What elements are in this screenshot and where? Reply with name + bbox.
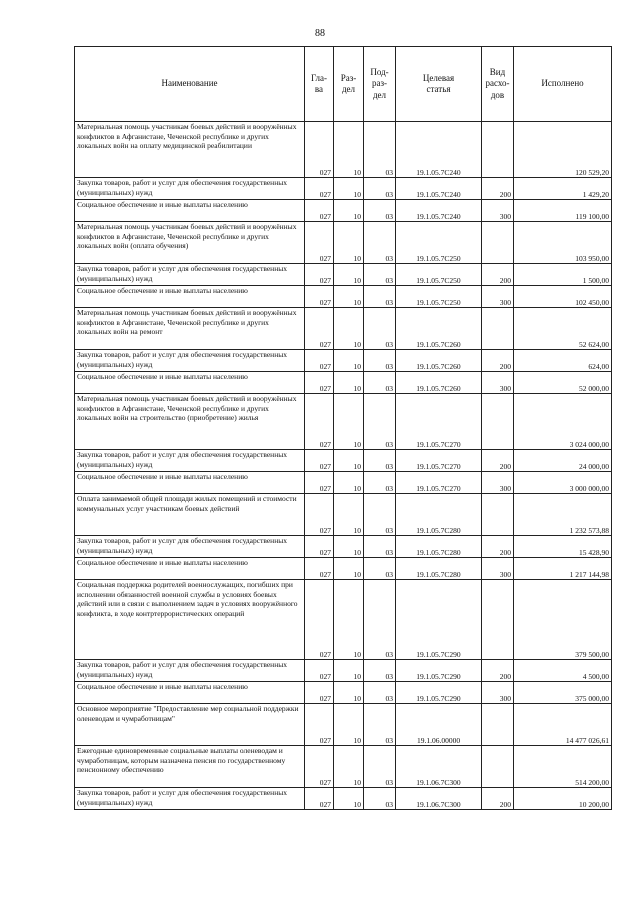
- row-subsection: 03: [364, 286, 396, 308]
- row-executed: 624,00: [514, 350, 612, 372]
- row-executed: 15 428,90: [514, 536, 612, 558]
- row-target: 19.1.05.7С290: [396, 682, 482, 704]
- row-name: Закупка товаров, работ и услуг для обеспечения государственных (муниципальных) нужд: [75, 264, 305, 286]
- row-subsection: 03: [364, 704, 396, 746]
- row-expense-type: [482, 122, 514, 178]
- row-expense-type: [482, 746, 514, 788]
- row-name: Материальная помощь участникам боевых действий и вооружённых конфликтов в Афганистане, Чеченской республике и других локальных войн на ремонт: [75, 308, 305, 350]
- row-chapter: 027: [305, 122, 334, 178]
- row-target: 19.1.05.7С260: [396, 350, 482, 372]
- row-executed: 10 200,00: [514, 788, 612, 810]
- row-section: 10: [334, 122, 364, 178]
- row-subsection: 03: [364, 660, 396, 682]
- row-expense-type: [482, 308, 514, 350]
- table-row: [75, 122, 612, 178]
- row-expense-type: 200: [482, 788, 514, 810]
- row-name: Закупка товаров, работ и услуг для обеспечения государственных (муниципальных) нужд: [75, 788, 305, 810]
- row-executed: 3 024 000,00: [514, 394, 612, 450]
- row-section: 10: [334, 178, 364, 200]
- row-executed: 514 200,00: [514, 746, 612, 788]
- row-name: Материальная помощь участникам боевых действий и вооружённых конфликтов в Афганистане, Чеченской республике и других локальных войн на оплату медицинской реабилитации: [75, 122, 305, 178]
- row-chapter: 027: [305, 450, 334, 472]
- row-expense-type: 200: [482, 450, 514, 472]
- row-chapter: 027: [305, 472, 334, 494]
- row-target: 19.1.05.7С270: [396, 472, 482, 494]
- row-expense-type: [482, 494, 514, 536]
- row-chapter: 027: [305, 286, 334, 308]
- row-subsection: 03: [364, 122, 396, 178]
- table-row: [75, 704, 612, 746]
- row-chapter: 027: [305, 494, 334, 536]
- table-row: [75, 472, 612, 494]
- row-chapter: 027: [305, 222, 334, 264]
- row-subsection: 03: [364, 178, 396, 200]
- row-section: 10: [334, 450, 364, 472]
- row-subsection: 03: [364, 222, 396, 264]
- row-executed: 120 529,20: [514, 122, 612, 178]
- row-executed: 1 429,20: [514, 178, 612, 200]
- row-name: Закупка товаров, работ и услуг для обеспечения государственных (муниципальных) нужд: [75, 450, 305, 472]
- row-section: 10: [334, 494, 364, 536]
- row-subsection: 03: [364, 350, 396, 372]
- row-section: 10: [334, 222, 364, 264]
- budget-table: [74, 46, 612, 810]
- table-row: [75, 264, 612, 286]
- table-row: [75, 350, 612, 372]
- row-subsection: 03: [364, 372, 396, 394]
- row-subsection: 03: [364, 580, 396, 660]
- row-name: Основное мероприятие "Предоставление мер социальной поддержки оленеводам и чумработницам": [75, 704, 305, 746]
- row-expense-type: 300: [482, 558, 514, 580]
- row-subsection: 03: [364, 682, 396, 704]
- row-target: 19.1.05.7С280: [396, 558, 482, 580]
- header-expense-type: Вид расхо- дов: [482, 47, 514, 122]
- row-chapter: 027: [305, 704, 334, 746]
- row-name: Материальная помощь участникам боевых действий и вооружённых конфликтов в Афганистане, Чеченской республике и других локальных войн (оплата обучения): [75, 222, 305, 264]
- row-section: 10: [334, 558, 364, 580]
- row-subsection: 03: [364, 264, 396, 286]
- row-chapter: 027: [305, 200, 334, 222]
- row-expense-type: 200: [482, 178, 514, 200]
- row-target: 19.1.06.7С300: [396, 746, 482, 788]
- row-section: 10: [334, 682, 364, 704]
- row-executed: 119 100,00: [514, 200, 612, 222]
- table-row: [75, 788, 612, 810]
- table-row: [75, 580, 612, 660]
- row-subsection: 03: [364, 394, 396, 450]
- row-section: 10: [334, 704, 364, 746]
- header-chapter: Гла- ва: [305, 47, 334, 122]
- row-subsection: 03: [364, 558, 396, 580]
- row-subsection: 03: [364, 536, 396, 558]
- table-header-row: [75, 47, 612, 122]
- row-name: Социальное обеспечение и иные выплаты населению: [75, 200, 305, 222]
- row-executed: 52 624,00: [514, 308, 612, 350]
- row-section: 10: [334, 394, 364, 450]
- row-section: 10: [334, 788, 364, 810]
- row-section: 10: [334, 372, 364, 394]
- row-section: 10: [334, 580, 364, 660]
- row-section: 10: [334, 472, 364, 494]
- row-subsection: 03: [364, 494, 396, 536]
- table-row: [75, 746, 612, 788]
- page-number: 88: [315, 28, 325, 39]
- row-executed: 4 500,00: [514, 660, 612, 682]
- row-name: Социальное обеспечение и иные выплаты населению: [75, 682, 305, 704]
- row-target: 19.1.05.7С260: [396, 372, 482, 394]
- row-expense-type: 200: [482, 660, 514, 682]
- row-subsection: 03: [364, 746, 396, 788]
- row-expense-type: 200: [482, 536, 514, 558]
- table-row: [75, 178, 612, 200]
- row-section: 10: [334, 746, 364, 788]
- row-expense-type: [482, 580, 514, 660]
- table-row: [75, 494, 612, 536]
- header-section: Раз- дел: [334, 47, 364, 122]
- row-chapter: 027: [305, 660, 334, 682]
- row-expense-type: 300: [482, 472, 514, 494]
- row-target: 19.1.05.7С240: [396, 178, 482, 200]
- row-target: 19.1.05.7С280: [396, 536, 482, 558]
- row-subsection: 03: [364, 450, 396, 472]
- row-expense-type: [482, 394, 514, 450]
- row-target: 19.1.05.7С250: [396, 286, 482, 308]
- row-name: Социальное обеспечение и иные выплаты населению: [75, 286, 305, 308]
- row-executed: 24 000,00: [514, 450, 612, 472]
- row-chapter: 027: [305, 580, 334, 660]
- row-chapter: 027: [305, 558, 334, 580]
- row-chapter: 027: [305, 350, 334, 372]
- row-chapter: 027: [305, 746, 334, 788]
- table-row: [75, 394, 612, 450]
- row-target: 19.1.05.7С250: [396, 222, 482, 264]
- header-target: Целевая статья: [396, 47, 482, 122]
- row-name: Материальная помощь участникам боевых действий и вооружённых конфликтов в Афганистане, Чеченской республике и других локальных войн на строительство (приобретение) жилья: [75, 394, 305, 450]
- row-executed: 3 000 000,00: [514, 472, 612, 494]
- row-executed: 1 217 144,98: [514, 558, 612, 580]
- row-executed: 14 477 026,61: [514, 704, 612, 746]
- row-name: Закупка товаров, работ и услуг для обеспечения государственных (муниципальных) нужд: [75, 350, 305, 372]
- table-row: [75, 308, 612, 350]
- row-target: 19.1.06.00000: [396, 704, 482, 746]
- row-chapter: 027: [305, 264, 334, 286]
- row-chapter: 027: [305, 178, 334, 200]
- table-row: [75, 450, 612, 472]
- table-row: [75, 222, 612, 264]
- row-target: 19.1.06.7С300: [396, 788, 482, 810]
- row-section: 10: [334, 350, 364, 372]
- row-name: Закупка товаров, работ и услуг для обеспечения государственных (муниципальных) нужд: [75, 178, 305, 200]
- row-expense-type: 300: [482, 286, 514, 308]
- row-subsection: 03: [364, 788, 396, 810]
- table-row: [75, 660, 612, 682]
- table-row: [75, 536, 612, 558]
- row-section: 10: [334, 286, 364, 308]
- table-row: [75, 286, 612, 308]
- row-section: 10: [334, 308, 364, 350]
- row-name: Оплата занимаемой общей площади жилых помещений и стоимости коммунальных услуг участникам боевых действий: [75, 494, 305, 536]
- table-row: [75, 372, 612, 394]
- row-expense-type: 200: [482, 264, 514, 286]
- row-expense-type: 300: [482, 682, 514, 704]
- row-expense-type: [482, 222, 514, 264]
- row-subsection: 03: [364, 308, 396, 350]
- row-chapter: 027: [305, 536, 334, 558]
- row-executed: 1 500,00: [514, 264, 612, 286]
- table-row: [75, 682, 612, 704]
- row-name: Ежегодные единовременные социальные выплаты оленеводам и чумработницам, которым назначена пенсия по государственному пенсионному обеспечению: [75, 746, 305, 788]
- row-target: 19.1.05.7С240: [396, 122, 482, 178]
- row-chapter: 027: [305, 372, 334, 394]
- row-executed: 52 000,00: [514, 372, 612, 394]
- row-target: 19.1.05.7С260: [396, 308, 482, 350]
- row-subsection: 03: [364, 472, 396, 494]
- row-section: 10: [334, 264, 364, 286]
- header-subsection: Под- раз- дел: [364, 47, 396, 122]
- row-target: 19.1.05.7С280: [396, 494, 482, 536]
- row-target: 19.1.05.7С250: [396, 264, 482, 286]
- row-target: 19.1.05.7С290: [396, 660, 482, 682]
- row-name: Социальное обеспечение и иные выплаты населению: [75, 558, 305, 580]
- table-row: [75, 558, 612, 580]
- row-expense-type: [482, 704, 514, 746]
- header-executed: Исполнено: [514, 47, 612, 122]
- row-chapter: 027: [305, 788, 334, 810]
- row-target: 19.1.05.7С270: [396, 450, 482, 472]
- row-name: Закупка товаров, работ и услуг для обеспечения государственных (муниципальных) нужд: [75, 536, 305, 558]
- row-name: Социальное обеспечение и иные выплаты населению: [75, 472, 305, 494]
- row-executed: 375 000,00: [514, 682, 612, 704]
- row-target: 19.1.05.7С270: [396, 394, 482, 450]
- table-row: [75, 200, 612, 222]
- row-expense-type: 300: [482, 200, 514, 222]
- row-name: Социальная поддержка родителей военнослужащих, погибших при исполнении обязанностей военной службы в условиях боевых действий или в связи с выполнением задач в условиях вооружённого конфликта, в ходе контртеррористических операций: [75, 580, 305, 660]
- row-executed: 102 450,00: [514, 286, 612, 308]
- row-section: 10: [334, 200, 364, 222]
- row-chapter: 027: [305, 308, 334, 350]
- row-executed: 379 500,00: [514, 580, 612, 660]
- row-name: Социальное обеспечение и иные выплаты населению: [75, 372, 305, 394]
- row-expense-type: 300: [482, 372, 514, 394]
- row-chapter: 027: [305, 394, 334, 450]
- row-target: 19.1.05.7С290: [396, 580, 482, 660]
- row-name: Закупка товаров, работ и услуг для обеспечения государственных (муниципальных) нужд: [75, 660, 305, 682]
- row-target: 19.1.05.7С240: [396, 200, 482, 222]
- row-subsection: 03: [364, 200, 396, 222]
- header-name: Наименование: [75, 47, 305, 122]
- row-executed: 103 950,00: [514, 222, 612, 264]
- row-section: 10: [334, 536, 364, 558]
- row-expense-type: 200: [482, 350, 514, 372]
- row-chapter: 027: [305, 682, 334, 704]
- row-executed: 1 232 573,88: [514, 494, 612, 536]
- row-section: 10: [334, 660, 364, 682]
